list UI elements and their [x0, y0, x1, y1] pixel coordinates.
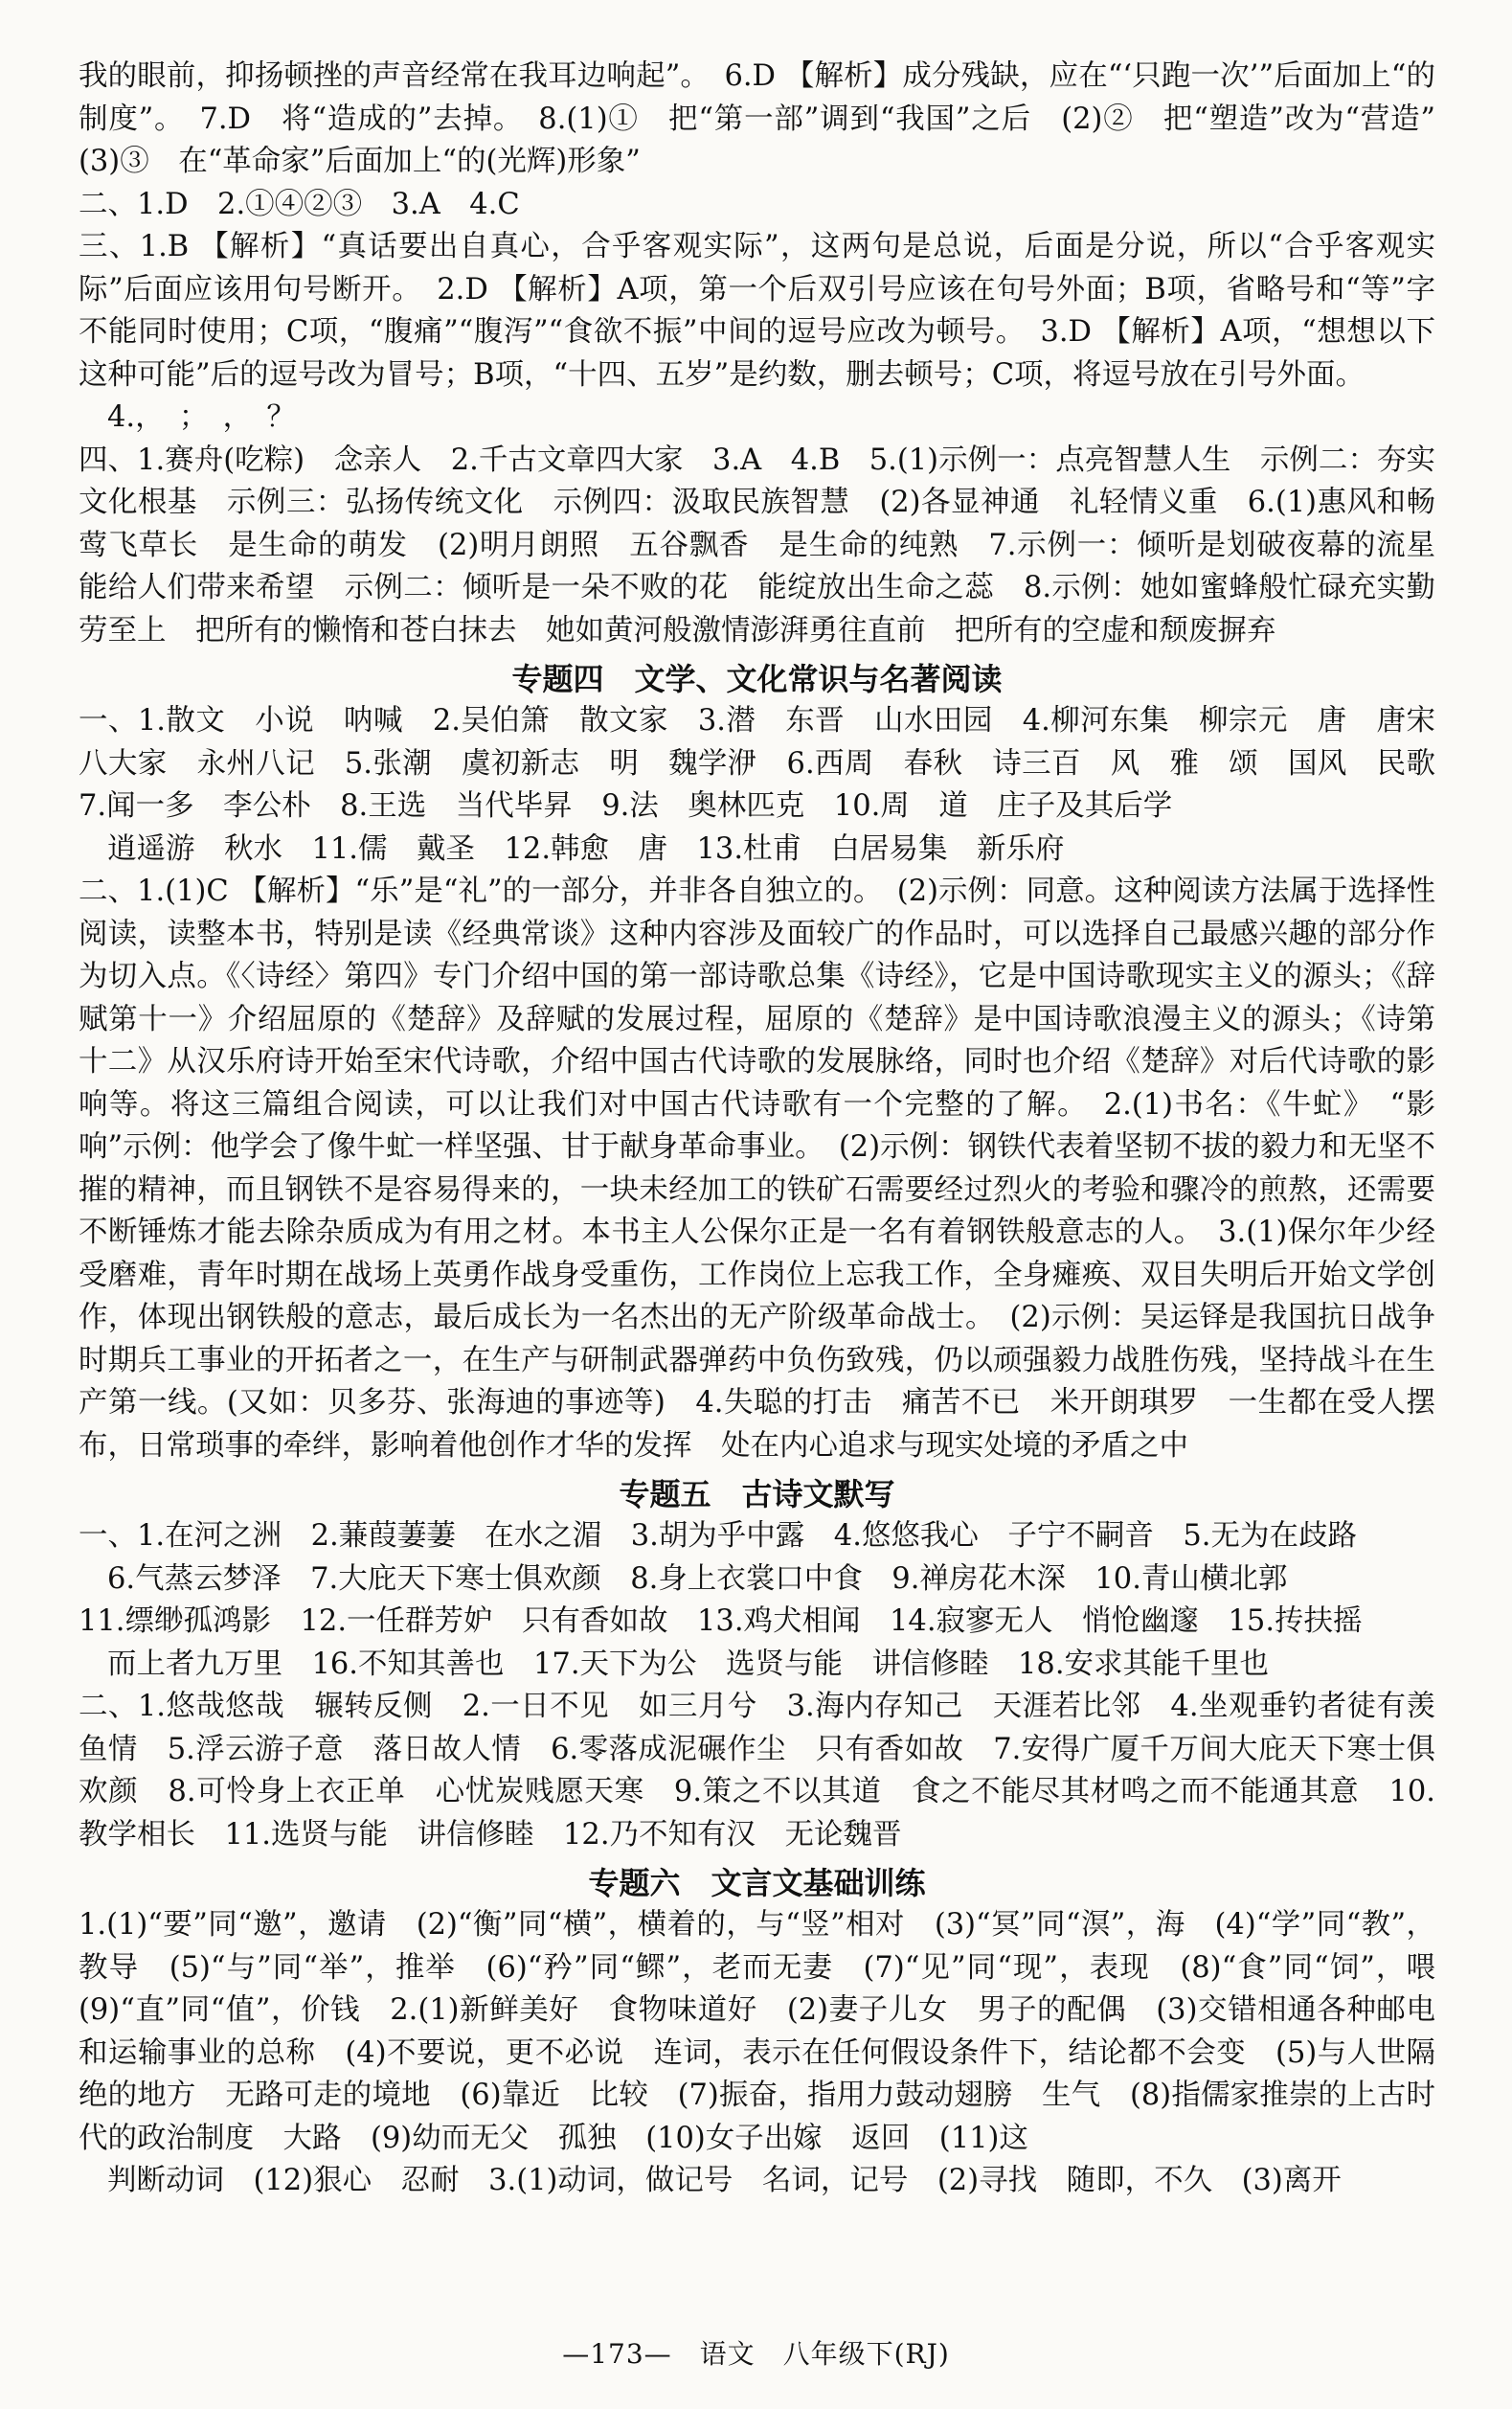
section-heading: 专题四 文学、文化常识与名著阅读	[511, 661, 1003, 697]
answer-paragraph: 判断动词 (12)狠心 忍耐 3.(1)动词，做记号 名词，记号 (2)寻找 随即，不久 (3)离开	[107, 2164, 1342, 2197]
answer-paragraph: 一、1.在河之洲 2.蒹葭萋萋 在水之湄 3.胡为乎中露 4.悠悠我心 子宁不嗣音 5.无为在歧路	[79, 1519, 1357, 1553]
answer-paragraph: 一、1.散文 小说 呐喊 2.吴伯箫 散文家 3.潜 东晋 山水田园 4.柳河东集 柳宗元 唐 唐宋八大家 永州八记 5.张潮 虞初新志 明 魏学洢 6.西周 春秋 诗三百 风 雅 颂 国风 民歌 7.闻一多 李公朴 8.王选 当代毕昇 9.法 奥林匹克 10.周 道 庄子及其后学	[79, 704, 1465, 823]
answer-paragraph: 1.(1)“要”同“邀”，邀请 (2)“衡”同“横”，横着的，与“竖”相对 (3)“冥”同“溟”，海 (4)“学”同“教”，教导 (5)“与”同“举”，推举 (6)“矜”同“鳏”，老而无妻 (7)“见”同“现”，表现 (8)“食”同“饲”，喂 (9)“直”同“值”，价钱 2.(1)新鲜美好 食物味道好 (2)妻子儿女 男子的配偶 (3)交错相通各种邮电和运输事业的总称 (4)不要说，更不必说 连词，表示在任何假设条件下，结论都不会变 (5)与人世隔绝的地方 无路可走的境地 (6)靠近 比较 (7)振奋，指用力鼓动翅膀 生气 (8)指儒家推崇的上古时代的政治制度 大路 (9)幼而无父 孤独 (10)女子出嫁 返回 (11)这	[79, 1908, 1465, 2155]
answer-paragraph: 二、1.D 2.①④②③ 3.A 4.C	[79, 187, 520, 221]
answer-paragraph: 二、1.悠哉悠哉 辗转反侧 2.一日不见 如三月兮 3.海内存知己 天涯若比邻 4.坐观垂钓者徒有羡鱼情 5.浮云游子意 落日故人情 6.零落成泥碾作尘 只有香如故 7.安得广厦千万间大庇天下寒士俱欢颜 8.可怜身上衣正单 心忧炭贱愿天寒 9.策之不以其道 食之不能尽其材鸣之而不能通其意 10.教学相长 11.选贤与能 讲信修睦 12.乃不知有汉 无论魏晋	[79, 1690, 1435, 1852]
answer-paragraph: 我的眼前，抑扬顿挫的声音经常在我耳边响起”。 6.D 【解析】成分残缺，应在“‘只跑一次’”后面加上“的制度”。 7.D 将“造成的”去掉。 8.(1)① 把“第一部”调到“我国”之后 (2)② 把“塑造”改为“营造” (3)③ 在“革命家”后面加上“的(光辉)形象”	[79, 59, 1465, 178]
answer-paragraph: 逍遥游 秋水 11.儒 戴圣 12.韩愈 唐 13.杜甫 白居易集 新乐府	[107, 831, 1065, 866]
answer-paragraph: 二、1.(1)C 【解析】“乐”是“礼”的一部分，并非各自独立的。 (2)示例：同意。这种阅读方法属于选择性阅读，读整本书，特别是读《经典常谈》这种内容涉及面较广的作品时，可以选择自己最感兴趣的部分作为切入点。《〈诗经〉第四》专门介绍中国的第一部诗歌总集《诗经》，它是中国诗歌现实主义的源头；《辞赋第十一》介绍屈原的《楚辞》及辞赋的发展过程，屈原的《楚辞》是中国诗歌浪漫主义的源头；《诗第十二》从汉乐府诗开始至宋代诗歌，介绍中国古代诗歌的发展脉络，同时也介绍《楚辞》对后代诗歌的影响等。将这三篇组合阅读，可以让我们对中国古代诗歌有一个完整的了解。 2.(1)书名：《牛虻》 “影响”示例：他学会了像牛虻一样坚强、甘于献身革命事业。 (2)示例：钢铁代表着坚韧不拔的毅力和无坚不摧的精神，而且钢铁不是容易得来的，一块未经加工的铁矿石需要经过烈火的考验和骤冷的煎熬，还需要不断锤炼才能去除杂质成为有用之材。本书主人公保尔正是一名有着钢铁般意志的人。 3.(1)保尔年少经受磨难，青年时期在战场上英勇作战身受重伤，工作岗位上忘我工作，全身瘫痪、双目失明后开始文学创作，体现出钢铁般的意志，最后成长为一名杰出的无产阶级革命战士。 (2)示例：吴运铎是我国抗日战争时期兵工事业的开拓者之一，在生产与研制武器弹药中负伤致残，仍以顽强毅力战胜伤残，坚持战斗在生产第一线。(又如：贝多芬、张海迪的事迹等) 4.失聪的打击 痛苦不已 米开朗琪罗 一生都在受人摆布，日常琐事的牵绊，影响着他创作才华的发挥 处在内心追求与现实处境的矛盾之中	[79, 875, 1435, 1463]
answer-paragraph: 11.缥缈孤鸿影 12.一任群芳妒 只有香如故 13.鸡犬相闻 14.寂寥无人 悄怆幽邃 15.抟扶摇	[79, 1604, 1363, 1638]
answer-paragraph: 四、1.赛舟(吃粽) 念亲人 2.千古文章四大家 3.A 4.B 5.(1)示例一：点亮智慧人生 示例二：夯实文化根基 示例三：弘扬传统文化 示例四：汲取民族智慧 (2)各显神通 礼轻情义重 6.(1)惠风和畅 莺飞草长 是生命的萌发 (2)明月朗照 五谷飘香 是生命的纯熟 7.示例一：倾听是划破夜幕的流星 能给人们带来希望 示例二：倾听是一朵不败的花 能绽放出生命之蕊 8.示例：她如蜜蜂般忙碌充实勤劳至上 把所有的懒惰和苍白抹去 她如黄河般激情澎湃勇往直前 把所有的空虚和颓废摒弃	[79, 443, 1465, 648]
answer-paragraph: 而上者九万里 16.不知其善也 17.天下为公 选贤与能 讲信修睦 18.安求其能千里也	[107, 1647, 1270, 1681]
answer-paragraph: 6.气蒸云梦泽 7.大庇天下寒士俱欢颜 8.身上衣裳口中食 9.禅房花木深 10.青山横北郭	[107, 1561, 1288, 1596]
answer-content	[79, 56, 1465, 2203]
section-heading: 专题六 文言文基础训练	[588, 1865, 926, 1901]
page-footer: —173— 语文 八年级下(RJ)	[562, 2338, 950, 2370]
answer-paragraph: 三、1.B 【解析】“真话要出自真心，合乎客观实际”，这两句是总说，后面是分说，所以“合乎客观实际”后面应该用句号断开。 2.D 【解析】A项，第一个后双引号应该在句号外面；B项，省略号和“等”字不能同时使用；C项，“腹痛”“腹泻”“食欲不振”中间的逗号应改为顿号。 3.D 【解析】A项，“想想以下这种可能”后的逗号改为冒号；B项，“十四、五岁”是约数，删去顿号；C项，将逗号放在引号外面。	[79, 230, 1435, 392]
section-heading: 专题五 古诗文默写	[619, 1476, 895, 1512]
answer-paragraph: 4.， ； ， ？	[107, 400, 296, 434]
